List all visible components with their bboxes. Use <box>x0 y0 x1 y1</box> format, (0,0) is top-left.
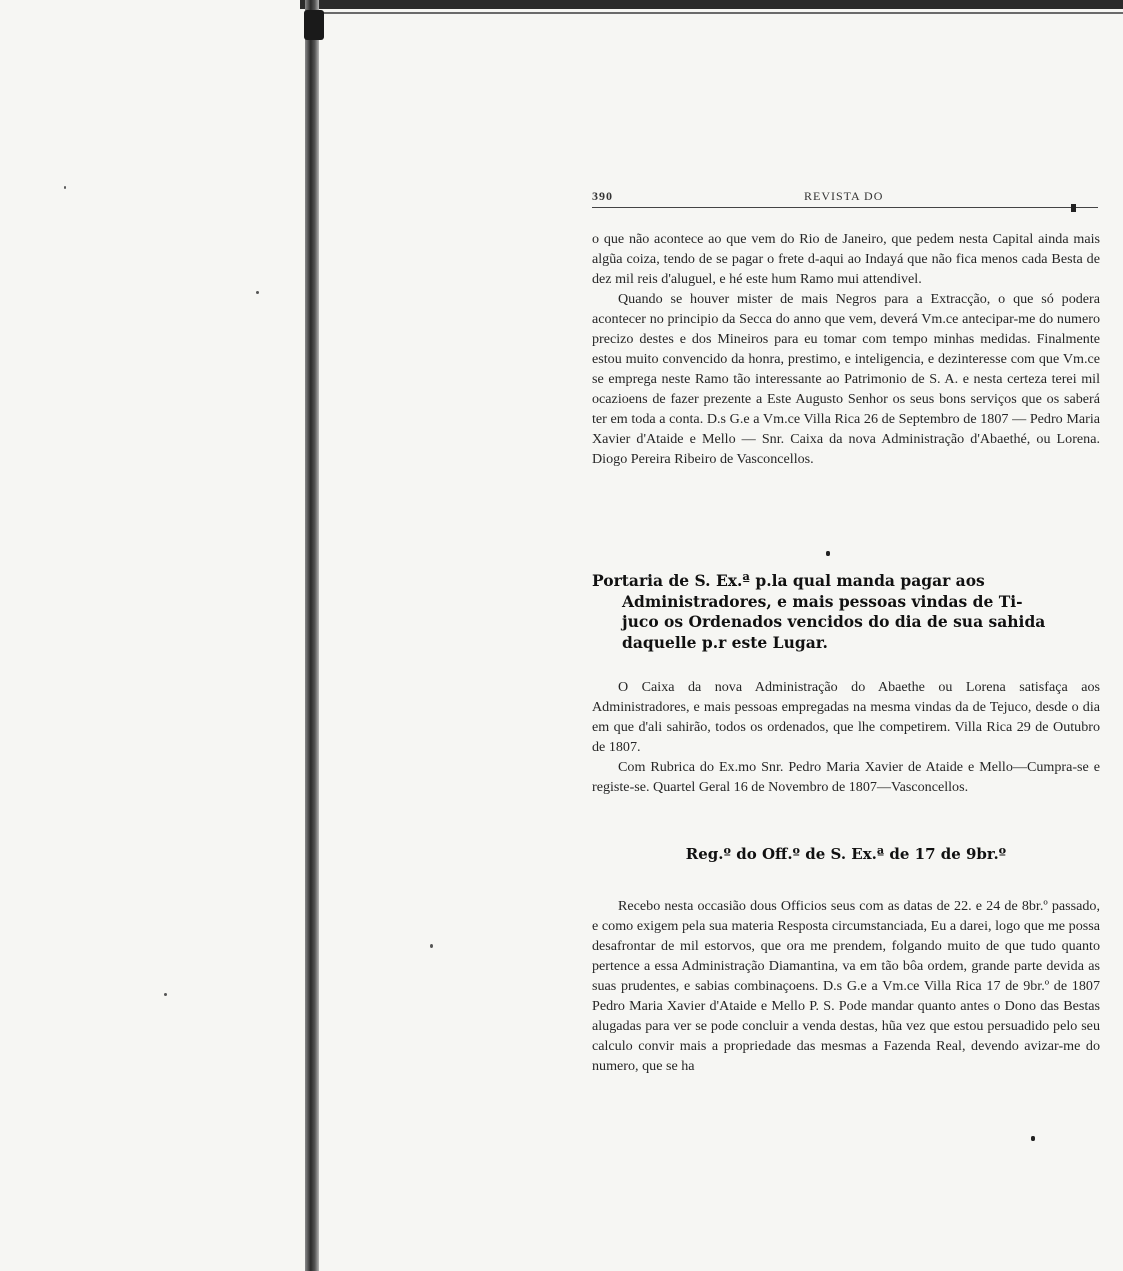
heading-line: juco os Ordenados vencidos do dia de sua sahida <box>622 612 1046 631</box>
ink-dot <box>1031 1136 1035 1141</box>
paragraph: o que não acontece ao que vem do Rio de Janeiro, que pedem nesta Capital ainda mais algũa coiza, tendo de se pagar o frete d-aqui ao Indayá que não fica menos cada Besta de dez mil reis d'aluguel, e hé este hum Ramo mui attendivel. <box>592 231 1100 287</box>
running-head <box>592 189 1098 205</box>
section3-body <box>592 896 1100 1076</box>
section3-heading: Reg.º do Off.º de S. Ex.ª de 17 de 9br.º <box>685 845 1007 863</box>
heading-line: daquelle p.r este Lugar. <box>622 632 828 652</box>
scan-speck <box>64 186 66 189</box>
section2-body <box>592 677 1100 797</box>
top-scan-edge <box>300 0 1123 9</box>
spine-notch <box>304 10 324 40</box>
paragraph: Quando se houver mister de mais Negros para a Extracção, o que só podera acontecer no principio da Secca do anno que vem, deverá Vm.ce antecipar-me do numero precizo destes e dos Mineiros para eu tomar com tempo minhas medidas. Finalmente estou muito convencido da honra, prestimo, e inteligencia, e dezinteresse com que Vm.ce se emprega neste Ramo tão interessante ao Patrimonio de S. A. e nesta certeza terei mil ocazioens de fazer prezente a Este Augusto Senhor os seus bons serviços que os saberá ter em toda a conta. D.s G.e a Vm.ce Villa Rica 26 de Septembro de 1807 — Pedro Maria Xavier d'Ataide e Mello — Snr. Caixa da nova Administração d'Abaethé, ou Lorena. Diogo Pereira Ribeiro de Vasconcellos. <box>592 291 1100 467</box>
scan-speck <box>164 993 167 996</box>
section1-body <box>592 229 1100 469</box>
ink-dot <box>826 551 830 556</box>
book-spine-shadow <box>305 0 319 1271</box>
header-mark <box>1071 204 1076 212</box>
heading-line: Administradores, e mais pessoas vindas de Ti- <box>622 591 1023 611</box>
paragraph: O Caixa da nova Administração do Abaethe ou Lorena satisfaça aos Administradores, e mais pessoas empregadas na mesma vindas da de Tejuco, desde o dia em que d'ali sahirão, todos os ordenados, que lhe competirem. Villa Rica 29 de Outubro de 1807. <box>592 679 1100 755</box>
paragraph: Recebo nesta occasião dous Officios seus com as datas de 22. e 24 de 8br.º passado, e como exigem pela sua materia Resposta circumstanciada, Eu a darei, logo que me possa desafrontar de mil estorvos, que ora me prendem, folgando muito de que tudo quanto pertence a essa Administração Diamantina, va em tão bôa ordem, grande parte devida as suas prudentes, e sabias combinaçoens. D.s G.e a Vm.ce Villa Rica 17 de 9br.º de 1807 Pedro Maria Xavier d'Ataide e Mello P. S. Pode mandar quanto antes o Dono das Bestas alugadas para ver se pode concluir a venda destas, hũa vez que estou persuadido pelo seu calculo convir mais a propriedade das mesmas a Fazenda Real, devendo avizar-me do numero, que se ha <box>592 898 1100 1074</box>
top-scan-line <box>320 12 1123 14</box>
section2-heading <box>592 571 1102 653</box>
scan-speck <box>430 944 433 948</box>
page-number: 390 <box>592 189 613 203</box>
heading-line: Portaria de S. Ex.ª p.la qual manda pagar aos <box>592 571 985 590</box>
paragraph: Com Rubrica do Ex.mo Snr. Pedro Maria Xavier de Ataide e Mello—Cumpra-se e registe-se. Quartel Geral 16 de Novembro de 1807—Vasconcellos. <box>592 759 1100 795</box>
header-rule <box>592 207 1098 208</box>
scan-speck <box>256 291 259 294</box>
running-title: REVISTA DO <box>804 189 884 203</box>
